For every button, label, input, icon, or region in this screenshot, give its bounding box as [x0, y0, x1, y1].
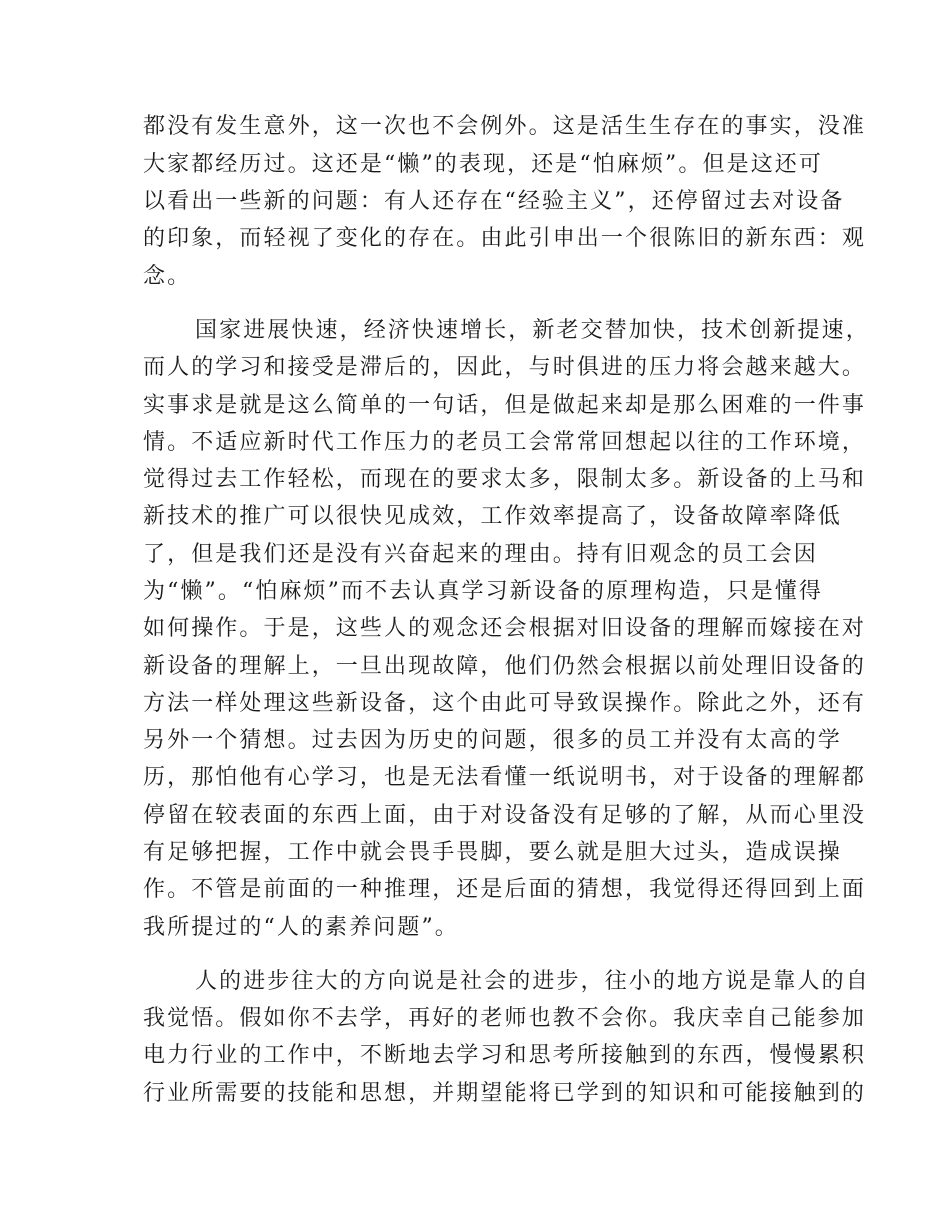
paragraph-1-line-4: 的印象，而轻视了变化的存在。由此引申出一个很陈旧的新东西：观: [143, 226, 867, 251]
paragraph-2-line-4: 情。不适应新时代工作压力的老员工会常常回想起以往的工作环境，: [143, 430, 867, 455]
paragraph-3-line-4: 行业所需要的技能和思想，并期望能将已学到的知识和可能接触到的: [143, 1081, 867, 1106]
paragraph-3-line-1: 人的进步往大的方向说是社会的进步，往小的地方说是靠人的自: [195, 969, 870, 994]
paragraph-2-line-17: 我所提过的“人的素养问题”。: [143, 915, 459, 940]
paragraph-2-line-3: 实事求是就是这么简单的一句话，但是做起来却是那么困难的一件事: [143, 393, 867, 418]
paragraph-2-line-6: 新技术的推广可以很快见成效，工作效率提高了，设备故障率降低: [143, 504, 842, 529]
paragraph-2-line-13: 历，那怕他有心学习，也是无法看懂一纸说明书，对于设备的理解都: [143, 765, 867, 790]
paragraph-3-line-2: 我觉悟。假如你不去学，再好的老师也教不会你。我庆幸自己能参加: [143, 1006, 867, 1031]
paragraph-2-line-10: 新设备的理解上，一旦出现故障，他们仍然会根据以前处理旧设备的: [143, 654, 867, 679]
paragraph-1-line-2: 大家都经历过。这还是“懒”的表现，还是“怕麻烦”。但是这还可: [143, 152, 823, 177]
paragraph-2-line-9: 如何操作。于是，这些人的观念还会根据对旧设备的理解而嫁接在对: [143, 616, 867, 641]
paragraph-2-line-16: 作。不管是前面的一种推理，还是后面的猜想，我觉得还得回到上面: [143, 877, 867, 902]
paragraph-2-line-5: 觉得过去工作轻松，而现在的要求太多，限制太多。新设备的上马和: [143, 467, 867, 492]
paragraph-2-line-15: 有足够把握，工作中就会畏手畏脚，要么就是胆大过头，造成误操: [143, 840, 842, 865]
paragraph-2-line-1: 国家进展快速，经济快速增长，新老交替加快，技术创新提速，: [195, 318, 870, 343]
paragraph-2-line-12: 另外一个猜想。过去因为历史的问题，很多的员工并没有太高的学: [143, 728, 842, 753]
paragraph-2-line-2: 而人的学习和接受是滞后的，因此，与时俱进的压力将会越来越大。: [143, 355, 867, 380]
paragraph-2-line-8: 为“懒”。“怕麻烦”而不去认真学习新设备的原理构造，只是懂得: [143, 579, 823, 604]
paragraph-2-line-14: 停留在较表面的东西上面，由于对设备没有足够的了解，从而心里没: [143, 803, 867, 828]
paragraph-2-line-7: 了，但是我们还是没有兴奋起来的理由。持有旧观念的员工会因: [143, 542, 818, 567]
paragraph-3-line-3: 电力行业的工作中，不断地去学习和思考所接触到的东西，慢慢累积: [143, 1043, 867, 1068]
paragraph-2-line-11: 方法一样处理这些新设备，这个由此可导致误操作。除此之外，还有: [143, 691, 867, 716]
paragraph-1-line-3: 以看出一些新的问题：有人还存在“经验主义”，还停留过去对设备: [143, 189, 845, 214]
paragraph-1-line-5: 念。: [143, 264, 192, 289]
paragraph-1-line-1: 都没有发生意外，这一次也不会例外。这是活生生存在的事实，没准: [143, 114, 867, 139]
